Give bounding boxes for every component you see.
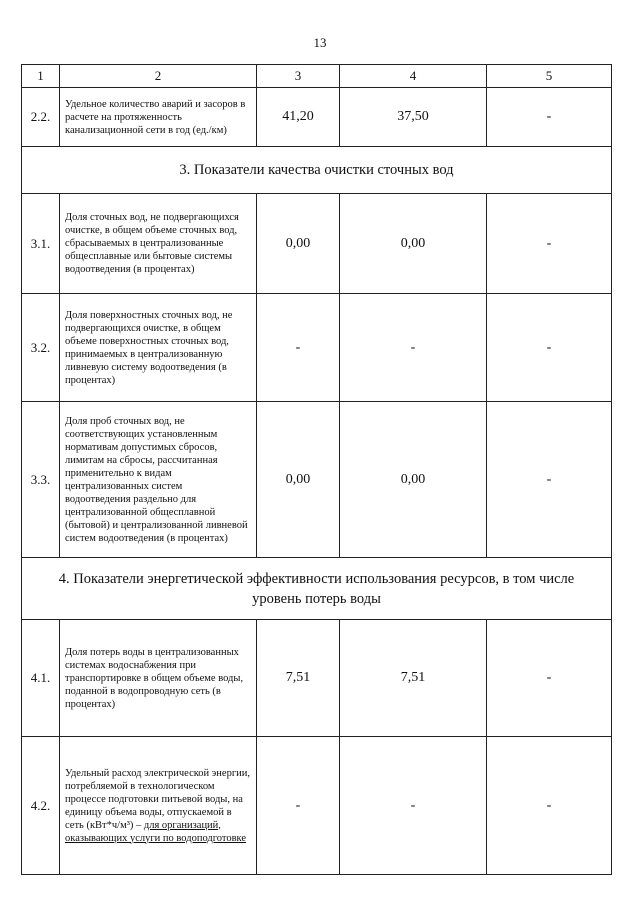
table-row xyxy=(22,294,612,402)
value-col5: - xyxy=(487,88,612,147)
value-col5: - xyxy=(487,194,612,294)
value-col3: 0,00 xyxy=(257,194,340,294)
value-col5: - xyxy=(487,402,612,558)
header-cell: 2 xyxy=(60,65,257,88)
value-col4: 7,51 xyxy=(340,620,487,737)
value-col4: 37,50 xyxy=(340,88,487,147)
section-row xyxy=(22,147,612,194)
value-col3: 7,51 xyxy=(257,620,340,737)
row-number: 3.2. xyxy=(22,294,60,402)
section-heading-3: 3. Показатели качества очистки сточных вод xyxy=(22,147,612,194)
header-cell: 5 xyxy=(487,65,612,88)
row-description xyxy=(60,737,257,875)
value-col4: - xyxy=(340,737,487,875)
section-heading-4: 4. Показатели энергетической эффективности использования ресурсов, в том числе уровень потерь воды xyxy=(22,558,612,620)
table-row xyxy=(22,620,612,737)
row-description: Доля поверхностных сточных вод, не подвергающихся очистке, в общем объеме поверхностных сточных вод, принимаемых в централизованную ливневую систему водоотведения (в процентах) xyxy=(60,294,257,402)
value-col3: 41,20 xyxy=(257,88,340,147)
row-description: Удельное количество аварий и засоров в расчете на протяженность канализационной сети в год (ед./км) xyxy=(60,88,257,147)
row-number: 4.1. xyxy=(22,620,60,737)
row-description: Доля проб сточных вод, не соответствующих установленным нормативам допустимых сбросов, лимитам на сбросы, рассчитанная применительно к видам централизованных систем водоотведения раздельно для централизованной общесплавной (бытовой) и централизованной ливневой систем водоотведения (в процентах) xyxy=(60,402,257,558)
table-row xyxy=(22,88,612,147)
value-col3: - xyxy=(257,294,340,402)
value-col4: 0,00 xyxy=(340,194,487,294)
indicators-table xyxy=(21,64,612,875)
row-description-text: Удельный расход электрической энергии, потребляемой в технологическом процессе подготовки питьевой воды, на единицу объема воды, отпускаемой в сеть (кВт*ч/м³) – xyxy=(65,767,251,831)
value-col4: - xyxy=(340,294,487,402)
row-number: 3.1. xyxy=(22,194,60,294)
table-header-row xyxy=(22,65,612,88)
header-cell: 3 xyxy=(257,65,340,88)
value-col5: - xyxy=(487,620,612,737)
header-cell: 1 xyxy=(22,65,60,88)
page-number: 13 xyxy=(313,35,327,50)
row-number: 2.2. xyxy=(22,88,60,147)
value-col3: 0,00 xyxy=(257,402,340,558)
table-row xyxy=(22,737,612,875)
table-row xyxy=(22,194,612,294)
table-row xyxy=(22,402,612,558)
row-number: 3.3. xyxy=(22,402,60,558)
value-col4: 0,00 xyxy=(340,402,487,558)
header-cell: 4 xyxy=(340,65,487,88)
row-description: Доля потерь воды в централизованных системах водоснабжения при транспортировке в общем объеме воды, поданной в водопроводную сеть (в процентах) xyxy=(60,620,257,737)
value-col5: - xyxy=(487,737,612,875)
row-number: 4.2. xyxy=(22,737,60,875)
row-description: Доля сточных вод, не подвергающихся очистке, в общем объеме сточных вод, сбрасываемых в централизованные общесплавные или бытовые системы водоотведения (в процентах) xyxy=(60,194,257,294)
value-col3: - xyxy=(257,737,340,875)
value-col5: - xyxy=(487,294,612,402)
section-row xyxy=(22,558,612,620)
row-description-underlined: для организаций, оказывающих услуги по водоподготовке xyxy=(65,819,247,844)
